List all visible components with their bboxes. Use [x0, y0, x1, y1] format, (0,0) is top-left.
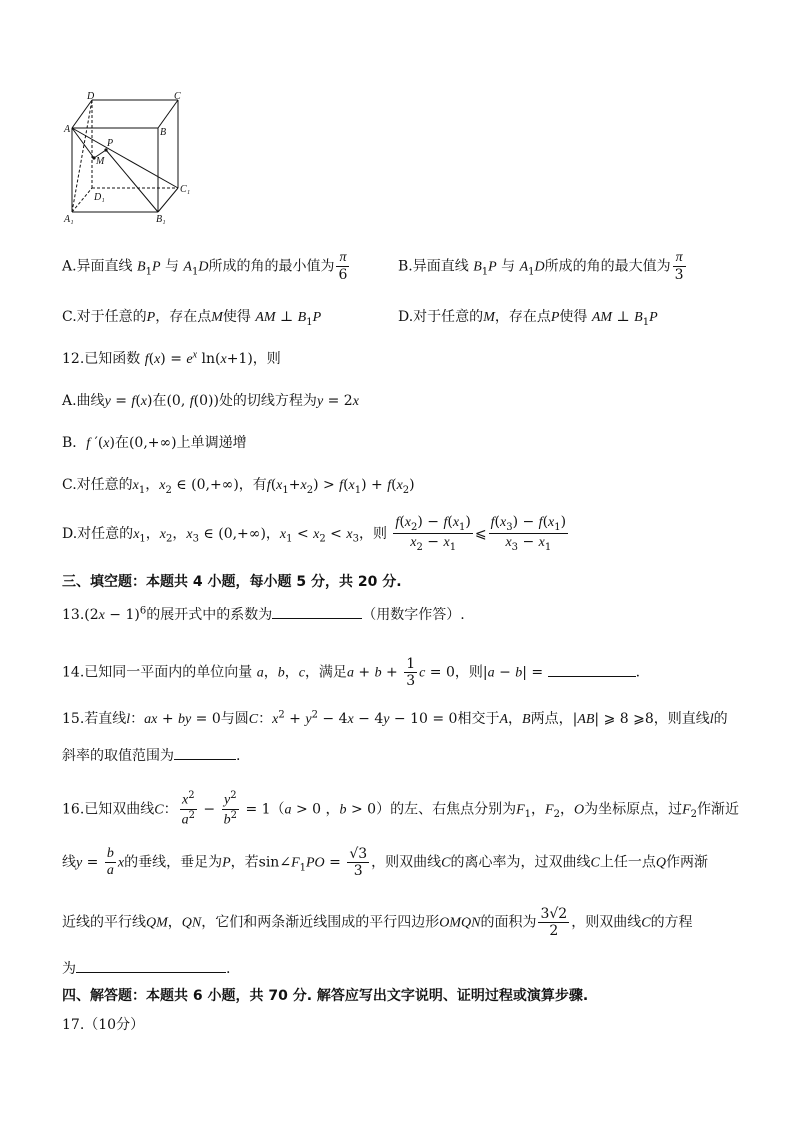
- segment-a1-d: [72, 100, 92, 212]
- edge-a-d: [72, 100, 92, 128]
- q12-option-c: C.对任意的$x_1$，$x_2$ ∈ (0,+∞)，有$f(x_1+x_2) > f(x_1) + f(x_2)$: [62, 477, 415, 496]
- edge-b-c: [158, 100, 178, 128]
- label-c1: C₁: [180, 184, 191, 195]
- segment-p-b1: [106, 150, 158, 212]
- q14-answer-blank[interactable]: [548, 662, 636, 677]
- q12-option-a: A.曲线y = f(x)在(0, f(0))处的切线方程为y = 2x: [62, 393, 359, 409]
- segment-a-m: [72, 128, 94, 158]
- label-m: M: [96, 156, 105, 167]
- q11-option-b: B.异面直线 $B_1P$ 与 $A_1D$所成的角的最大值为 $\frac{\pi}{3}$: [398, 250, 684, 284]
- label-d1: D₁: [94, 192, 105, 203]
- cube-figure: [60, 90, 200, 230]
- q16-answer-blank[interactable]: [76, 958, 226, 973]
- q16-line3: 近线的平行线QM，QN，它们和两条渐近线围成的平行四边形OMQN的面积为 $\frac{3√2}{2}$ ，则双曲线C的方程: [62, 906, 693, 940]
- q12-option-b: B．f ′(x)在(0,+∞)上单调递增: [62, 435, 247, 451]
- label-b: B: [160, 127, 167, 138]
- q14: 14.已知同一平面内的单位向量 a，b，c，满足a + b + $\frac{1}{3}$ c = 0，则|a − b| = .: [62, 656, 641, 690]
- edge-b1-c1: [158, 188, 178, 212]
- q12-stem: 12.已知函数 $f(x) = e^x$ ln(x+1)，则: [62, 349, 281, 367]
- section3-title: 三、填空题：本题共 4 小题，每小题 5 分，共 20 分.: [62, 574, 402, 590]
- q13: $13.(2x - 1)^6$的展开式中的系数为 （用数字作答）.: [62, 605, 465, 623]
- q17-label: 17.（10分）: [62, 1017, 145, 1033]
- label-p: P: [107, 138, 114, 149]
- q12-option-d: D.对任意的$x_1$，$x_2$，$x_3$ ∈ (0,+∞)，$x_1 < x_2 < x_3$，则 $\frac{f(x_2) - f(x_1)}{x_2 - x_1}$ ⩽ $\frac{f(x_3) - f(x_1)}{x_3 - x_1}$: [62, 514, 567, 554]
- section4-title: 四、解答题：本题共 6 小题，共 70 分. 解答应写出文字说明、证明过程或演算步骤.: [62, 988, 589, 1004]
- q15-line2: 斜率的取值范围为 .: [62, 745, 240, 765]
- q15-answer-blank[interactable]: [174, 745, 236, 760]
- label-c: C: [174, 91, 181, 102]
- q15-line1: 15.若直线l：ax + by = 0与圆C：$x^2 + y^2 - 4x - 4y - 10 = 0$相交于A，B两点，|AB| ⩾ 8 ⩾8，则直线l的: [62, 709, 728, 727]
- label-a1: A₁: [64, 214, 74, 225]
- edge-a1-d1: [72, 188, 92, 212]
- q13-answer-blank[interactable]: [272, 604, 362, 619]
- label-b1: B₁: [156, 214, 166, 225]
- q16-line1: 16.已知双曲线C： $\frac{x^2}{a^2}$ − $\frac{y^2}{b^2}$ = 1（a > 0 ，b > 0）的左、右焦点分别为$F_1$，$F_2$，O为坐标原点，过$F_2$作渐近: [62, 790, 740, 828]
- q11-option-c: C.对于任意的P，存在点M使得 AM ⊥ $B_1P$: [62, 309, 322, 328]
- label-a: A: [64, 124, 71, 135]
- q11-option-a: A.异面直线 $B_1P$ 与 $A_1D$所成的角的最小值为 $\frac{\pi}{6}$: [62, 250, 348, 284]
- q16-line2: 线y = $\frac{b}{a}$ x的垂线，垂足为P，若$\sin\angle F_1PO$ = $\frac{√3}{3}$ ，则双曲线C的离心率为，过双曲线C上任一点Q作两渐: [62, 846, 708, 880]
- q11-option-d: D.对于任意的M，存在点P使得 AM ⊥ $B_1P$: [398, 309, 658, 328]
- q16-line4: 为 .: [62, 958, 230, 978]
- label-d: D: [87, 91, 95, 102]
